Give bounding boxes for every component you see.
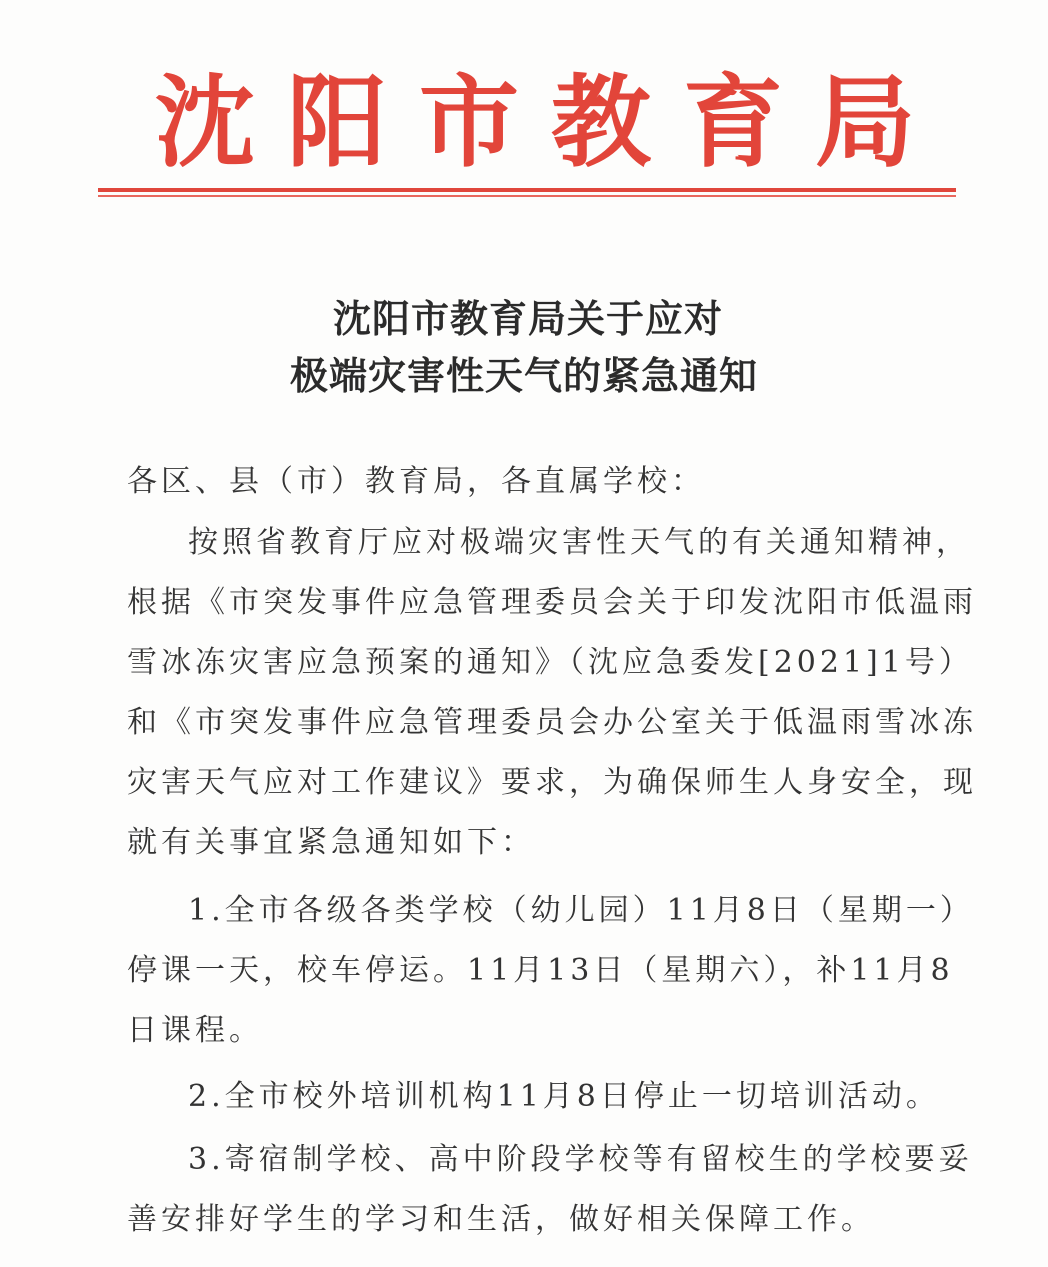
paragraph-line: 按照省教育厅应对极端灾害性天气的有关通知精神，	[188, 525, 970, 560]
item-1-line: 日课程。	[127, 1013, 263, 1048]
letterhead-divider	[98, 188, 956, 192]
item-1-line: 停课一天，校车停运。11月13日（星期六），补11月8	[127, 953, 954, 988]
salutation: 各区、县（市）教育局，各直属学校：	[127, 464, 705, 499]
item-3-line: 善安排好学生的学习和生活，做好相关保障工作。	[127, 1202, 875, 1237]
item-1-line: 1.全市各级各类学校（幼儿园）11月8日（星期一）	[188, 893, 974, 928]
paragraph-line: 雪冰冻灾害应急预案的通知》（沈应急委发[2021]1号）	[127, 645, 973, 680]
letterhead-divider-thin	[98, 195, 956, 197]
letterhead-char: 教	[551, 64, 651, 181]
paragraph-line: 灾害天气应对工作建议》要求，为确保师生人身安全，现	[127, 765, 977, 800]
notice-title-line-2: 极端灾害性天气的紧急通知	[289, 354, 758, 398]
paragraph-line: 根据《市突发事件应急管理委员会关于印发沈阳市低温雨	[127, 585, 977, 620]
item-2-line: 2.全市校外培训机构11月8日停止一切培训活动。	[188, 1079, 940, 1114]
letterhead-char: 局	[815, 64, 915, 181]
letterhead-char: 沈	[155, 64, 255, 181]
item-3-line: 3.寄宿制学校、高中阶段学校等有留校生的学校要妥	[188, 1142, 973, 1177]
letterhead-char: 市	[419, 64, 519, 181]
letterhead-title	[155, 58, 915, 188]
notice-title-line-1: 沈阳市教育局关于应对	[332, 297, 723, 341]
paragraph-line: 和《市突发事件应急管理委员会办公室关于低温雨雪冰冻	[127, 705, 977, 740]
letterhead-char: 育	[683, 64, 783, 181]
letterhead-char: 阳	[287, 64, 387, 181]
paragraph-line: 就有关事宜紧急通知如下：	[127, 825, 535, 860]
